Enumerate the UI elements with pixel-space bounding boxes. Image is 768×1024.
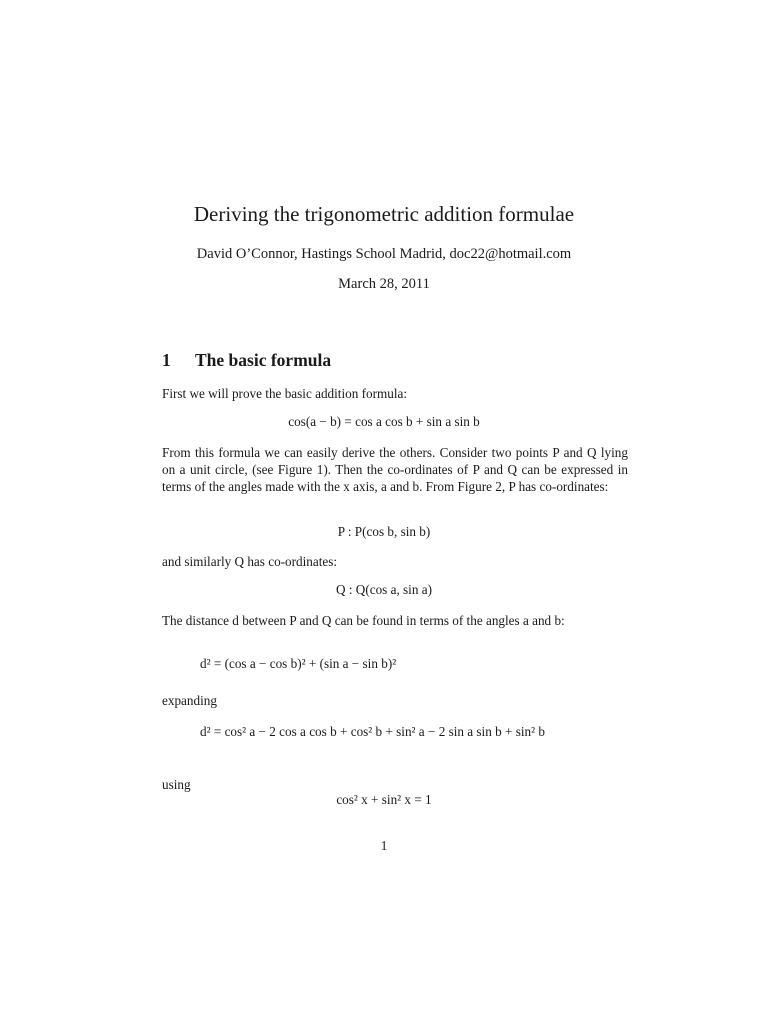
equation-q-coordinates: Q : Q(cos a, sin a): [336, 582, 432, 597]
equation-pythagorean-identity: cos² x + sin² x = 1: [336, 792, 432, 807]
equation-distance: d² = (cos a − cos b)² + (sin a − sin b)²: [200, 656, 397, 671]
equation-expanded: d² = cos² a − 2 cos a cos b + cos² b + sin² a − 2 sin a sin b + sin² b: [200, 724, 545, 739]
author-line: David O’Connor, Hastings School Madrid, doc22@hotmail.com: [196, 246, 572, 262]
paragraph-2: From this formula we can easily derive the others. Consider two points P and Q lying on a unit circle, (see Figure 1). Then the co-ordinates of P and Q can be expressed in terms of the angles made with the x axis, a and b. From Figure 2, P has co-ordinates:: [162, 445, 628, 494]
equation-p-coordinates: P : P(cos b, sin b): [337, 524, 431, 539]
paper-title: Deriving the trigonometric addition formulae: [193, 202, 575, 226]
paragraph-1: First we will prove the basic addition formula:: [162, 386, 408, 401]
paragraph-5: expanding: [162, 693, 217, 708]
paragraph-4: The distance d between P and Q can be found in terms of the angles a and b:: [162, 613, 565, 628]
page-number: 1: [380, 838, 388, 853]
date-line: March 28, 2011: [338, 276, 430, 292]
section-heading: [162, 350, 331, 371]
section-title: The basic formula: [195, 350, 332, 370]
paragraph-3: and similarly Q has co-ordinates:: [162, 554, 338, 569]
section-number: 1: [162, 350, 171, 370]
equation-addition-formula: cos(a − b) = cos a cos b + sin a sin b: [288, 414, 480, 429]
paragraph-6: using: [162, 777, 191, 792]
